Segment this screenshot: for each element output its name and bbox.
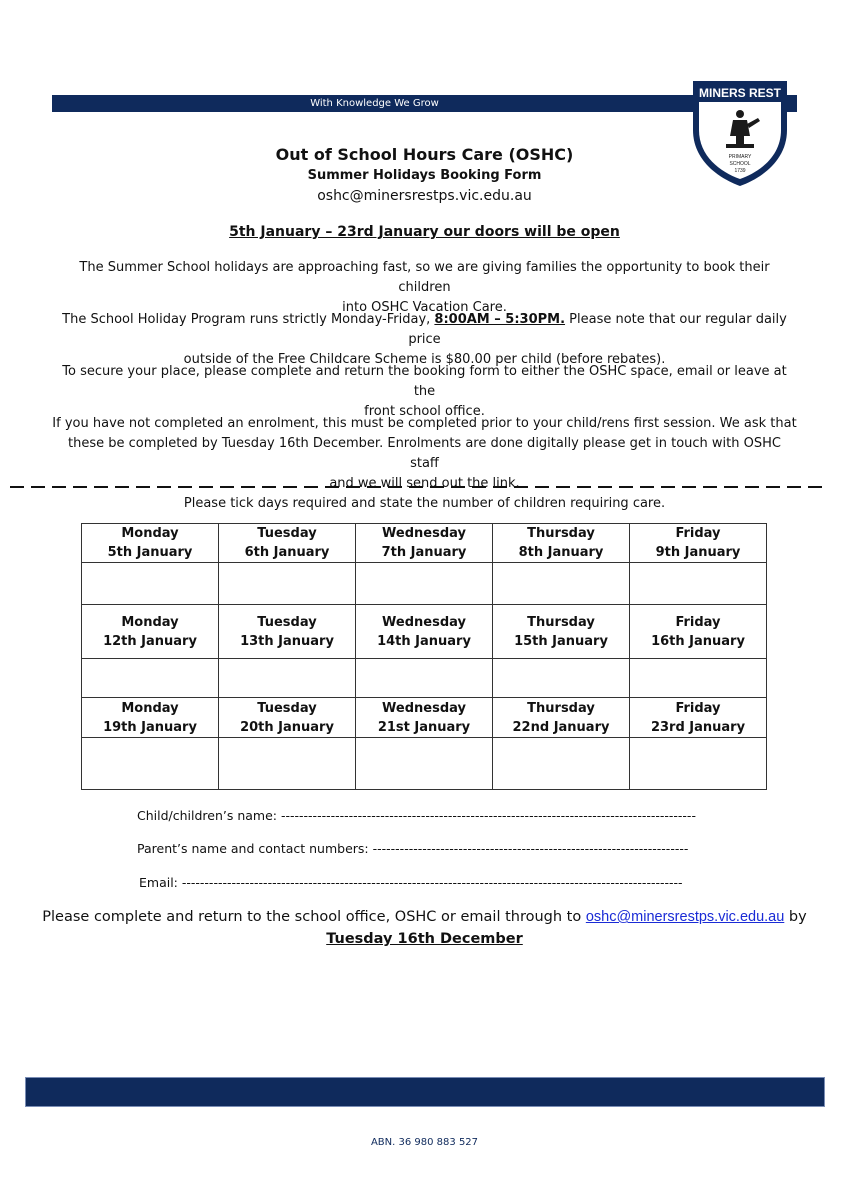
week-tick-row	[82, 738, 767, 790]
day-name: Wednesday	[382, 614, 466, 630]
day-date: 8th January	[518, 545, 604, 560]
day-name: Thursday	[527, 700, 595, 716]
logo-number-text: 1739	[734, 168, 746, 174]
tick-box-cell[interactable]	[356, 738, 493, 790]
day-header-cell	[356, 605, 493, 659]
day-date: 13th January	[240, 633, 334, 649]
week-header-row	[82, 605, 767, 659]
tick-box-cell[interactable]	[82, 563, 219, 605]
day-header-cell	[219, 698, 356, 738]
day-name: Friday	[675, 614, 721, 630]
tick-box-cell[interactable]	[82, 659, 219, 698]
day-name: Friday	[675, 700, 721, 716]
day-header-cell	[356, 524, 493, 563]
tick-box-cell[interactable]	[219, 738, 356, 790]
tick-box-cell[interactable]	[630, 738, 767, 790]
email-field[interactable]: Email: ---------------------------------------------------------------------------------------------------------------	[139, 875, 683, 890]
day-date: 19th January	[103, 719, 197, 735]
tick-box-cell[interactable]	[219, 659, 356, 698]
enrolment-paragraph: If you have not completed an enrolment, this must be completed prior to your child/rens first session. We ask that these be completed by Tuesday 16th December. Enrolments are done digitally please get in touch with OSHC staff and we will send out the link. Please tick days required and state the number of children requiring care.	[52, 416, 797, 511]
day-date: 23rd January	[650, 719, 746, 735]
secure-place-paragraph: To secure your place, please complete and return the booking form to either the OSHC space, email or leave at the front school office.	[62, 364, 787, 419]
week-tick-row	[82, 659, 767, 698]
day-date: 6th January	[244, 545, 330, 560]
day-date: 15th January	[514, 633, 608, 649]
day-header-cell	[356, 698, 493, 738]
day-name: Thursday	[527, 526, 595, 541]
form-title: Out of School Hours Care (OSHC)	[275, 145, 574, 164]
booking-days-table	[81, 523, 767, 790]
tick-box-cell[interactable]	[630, 659, 767, 698]
day-header-cell	[493, 524, 630, 563]
day-header-cell	[82, 698, 219, 738]
day-date: 22nd January	[512, 719, 610, 735]
return-deadline: Tuesday 16th December	[326, 931, 523, 947]
week-header-row	[82, 524, 767, 563]
day-header-cell	[219, 524, 356, 563]
program-hours-paragraph: The School Holiday Program runs strictly Monday-Friday, 8:00AM – 5:30PM. Please note that our regular daily price outside of the Free Childcare Scheme is $80.00 per child (before rebates).	[62, 312, 787, 367]
child-name-field[interactable]: Child/children’s name: --------------------------------------------------------------------------------------------	[137, 808, 696, 823]
day-name: Monday	[121, 614, 179, 630]
day-name: Tuesday	[257, 614, 317, 630]
bottom-banner	[25, 1077, 825, 1107]
day-header-cell	[82, 605, 219, 659]
day-date: 21st January	[377, 719, 471, 735]
day-name: Friday	[675, 526, 721, 541]
logo-primary-text: PRIMARY	[728, 154, 752, 160]
parent-contact-field[interactable]: Parent’s name and contact numbers: ----------------------------------------------------------------------	[137, 841, 689, 856]
oshc-email-link[interactable]: oshc@minersrestps.vic.edu.au	[585, 909, 785, 925]
day-date: 20th January	[240, 719, 334, 735]
day-header-cell	[630, 605, 767, 659]
day-name: Monday	[121, 700, 179, 716]
day-name: Tuesday	[257, 700, 317, 716]
week-tick-row	[82, 563, 767, 605]
day-header-cell	[493, 698, 630, 738]
tick-box-cell[interactable]	[630, 563, 767, 605]
day-date: 14th January	[377, 633, 471, 649]
intro-paragraph: The Summer School holidays are approaching fast, so we are giving families the opportunity to book their children into OSHC Vacation Care.	[79, 260, 770, 315]
day-name: Wednesday	[382, 526, 466, 541]
form-subtitle: Summer Holidays Booking Form	[307, 168, 542, 183]
day-header-cell	[493, 605, 630, 659]
cut-line-divider	[10, 484, 825, 490]
return-instructions: Please complete and return to the school office, OSHC or email through to oshc@minersrestps.vic.edu.au by Tuesday 16th December	[0, 906, 849, 950]
day-header-cell	[630, 524, 767, 563]
day-name: Wednesday	[382, 700, 466, 716]
day-date: 16th January	[651, 633, 745, 649]
day-date: 7th January	[381, 545, 467, 560]
tick-box-cell[interactable]	[493, 659, 630, 698]
logo-school-name: MINERS REST	[698, 86, 782, 100]
logo-school-text: SCHOOL	[729, 161, 751, 167]
tick-box-cell[interactable]	[356, 563, 493, 605]
contact-email: oshc@minersrestps.vic.edu.au	[317, 188, 532, 204]
week-header-row	[82, 698, 767, 738]
day-name: Monday	[121, 526, 179, 541]
abn-number: ABN. 36 980 883 527	[370, 1137, 479, 1148]
day-date: 9th January	[655, 545, 741, 560]
school-motto: With Knowledge We Grow	[310, 98, 439, 109]
day-date: 5th January	[107, 545, 193, 560]
tick-box-cell[interactable]	[82, 738, 219, 790]
day-header-cell	[82, 524, 219, 563]
day-name: Tuesday	[257, 526, 317, 541]
open-dates-heading: 5th January – 23rd January our doors will be open	[229, 224, 620, 240]
day-header-cell	[630, 698, 767, 738]
day-header-cell	[219, 605, 356, 659]
top-banner	[52, 95, 797, 112]
program-hours: 8:00AM – 5:30PM.	[434, 312, 566, 327]
tick-box-cell[interactable]	[219, 563, 356, 605]
tick-box-cell[interactable]	[493, 563, 630, 605]
tick-box-cell[interactable]	[356, 659, 493, 698]
day-name: Thursday	[527, 614, 595, 630]
day-date: 12th January	[103, 633, 197, 649]
tick-box-cell[interactable]	[493, 738, 630, 790]
